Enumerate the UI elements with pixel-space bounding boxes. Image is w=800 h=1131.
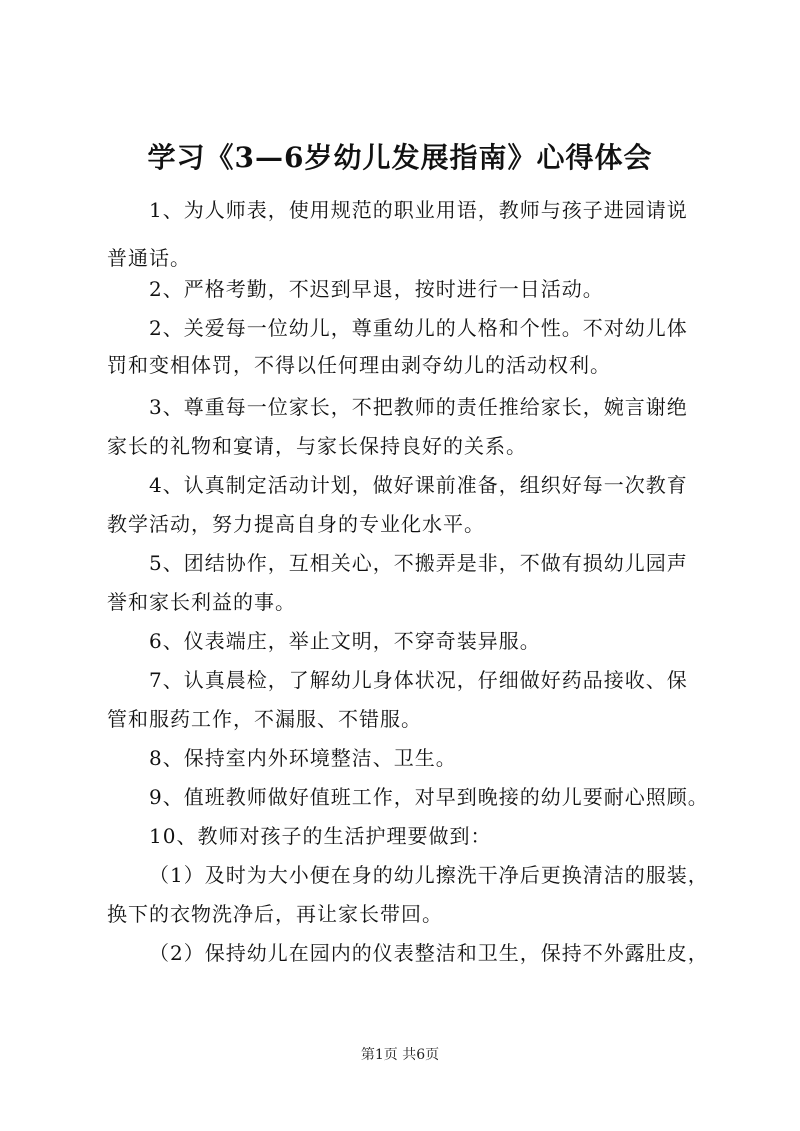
paragraph-line: 誉和家长利益的事。	[107, 590, 296, 614]
paragraph-line: 6、仪表端庄，举止文明，不穿奇装异服。	[149, 629, 541, 653]
paragraph-line: 换下的衣物洗净后，再让家长带回。	[107, 902, 443, 926]
paragraph-line: 教学活动，努力提高自身的专业化水平。	[107, 512, 485, 536]
paragraph-line: 9、值班教师做好值班工作，对早到晚接的幼儿要耐心照顾。	[149, 785, 709, 809]
paragraph-line: （2）保持幼儿在园内的仪表整洁和卫生，保持不外露肚皮，	[149, 941, 709, 965]
paragraph-line: 普通话。	[107, 246, 191, 270]
paragraph-line: 2、关爱每一位幼儿，尊重幼儿的人格和个性。不对幼儿体	[149, 316, 688, 340]
paragraph-line: 4、认真制定活动计划，做好课前准备，组织好每一次教育	[149, 473, 688, 497]
paragraph-line: 7、认真晨检，了解幼儿身体状况，仔细做好药品接收、保	[149, 668, 688, 692]
paragraph-line: 2、严格考勤，不迟到早退，按时进行一日活动。	[149, 277, 604, 301]
paragraph-line: 1、为人师表，使用规范的职业用语，教师与孩子进园请说	[149, 198, 688, 222]
paragraph-line: 管和服药工作，不漏服、不错服。	[107, 707, 422, 731]
paragraph-line: 家长的礼物和宴请，与家长保持良好的关系。	[107, 434, 527, 458]
paragraph-line: 8、保持室内外环境整洁、卫生。	[149, 746, 457, 770]
page-footer: 第1页 共6页	[360, 1047, 440, 1063]
paragraph-line: （1）及时为大小便在身的幼儿擦洗干净后更换清洁的服装，	[149, 863, 709, 887]
paragraph-line: 3、尊重每一位家长，不把教师的责任推给家长，婉言谢绝	[149, 395, 688, 419]
paragraph-line: 5、团结协作，互相关心，不搬弄是非，不做有损幼儿园声	[149, 551, 688, 575]
paragraph-line: 10、教师对孩子的生活护理要做到：	[149, 824, 492, 848]
paragraph-line: 罚和变相体罚，不得以任何理由剥夺幼儿的活动权利。	[107, 353, 611, 377]
document-title: 学习《3—6岁幼儿发展指南》心得体会	[147, 141, 653, 174]
